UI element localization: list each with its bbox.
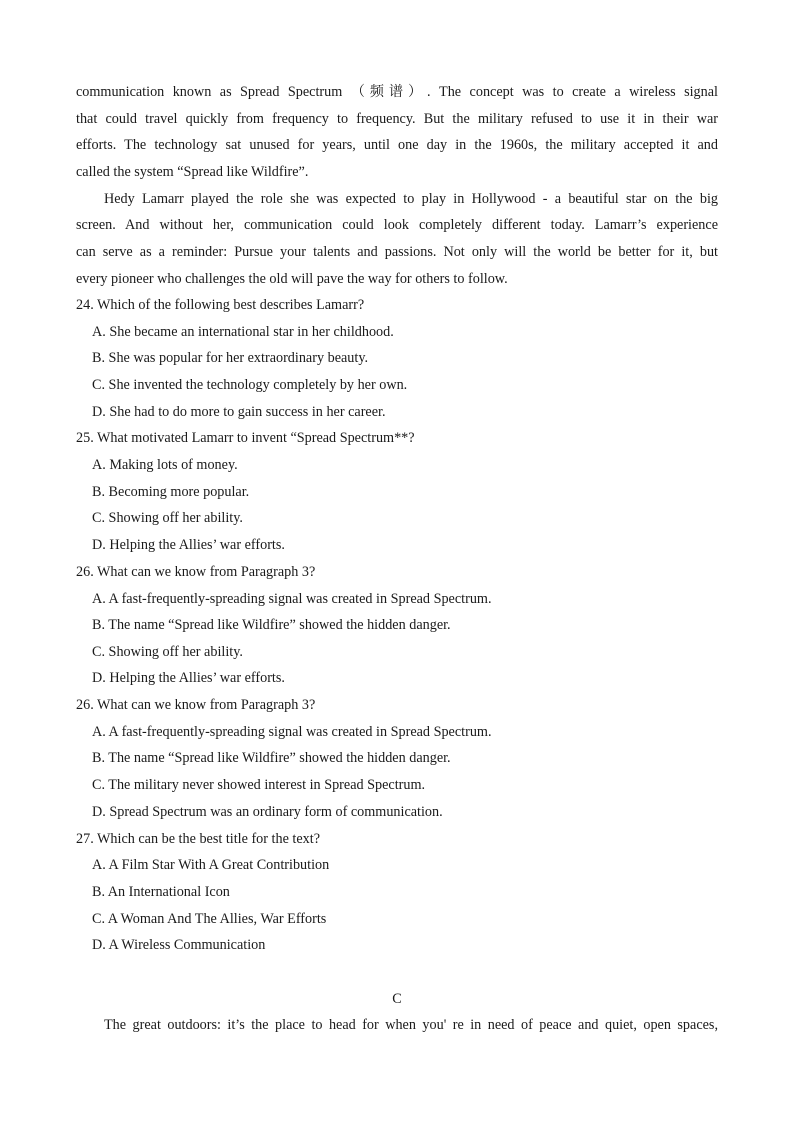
question-stem: 27. Which can be the best title for the text? bbox=[76, 831, 320, 847]
answer-option: C. She invented the technology completely by her own. bbox=[92, 377, 408, 393]
answer-option: A. A fast-frequently-spreading signal was created in Spread Spectrum. bbox=[92, 591, 492, 607]
passage-b-p2-line-1: communication known as Spread Spectrum （频谱）. The concept was to create a wireless signal bbox=[76, 84, 718, 100]
answer-option: C. Showing off her ability. bbox=[92, 510, 243, 526]
answer-option: B. The name “Spread like Wildfire” showed the hidden danger. bbox=[92, 617, 451, 633]
answer-option: B. The name “Spread like Wildfire” showed the hidden danger. bbox=[92, 750, 451, 766]
answer-option: C. The military never showed interest in Spread Spectrum. bbox=[92, 777, 426, 793]
passage-b-p3-line-3: can serve as a reminder: Pursue your talents and passions. Not only will the world be better for it, but bbox=[76, 244, 718, 260]
answer-option: D. She had to do more to gain success in her career. bbox=[92, 404, 386, 420]
answer-option: C. Showing off her ability. bbox=[92, 644, 243, 660]
passage-b-p3-line-2: screen. And without her, communication could look completely different today. Lamarr’s experience bbox=[76, 217, 718, 233]
question-stem: 24. Which of the following best describes Lamarr? bbox=[76, 297, 365, 313]
answer-option: D. Spread Spectrum was an ordinary form of communication. bbox=[92, 804, 443, 820]
answer-option: B. An International Icon bbox=[92, 884, 230, 900]
answer-option: D. A Wireless Communication bbox=[92, 937, 266, 953]
answer-option: D. Helping the Allies’ war efforts. bbox=[92, 670, 285, 686]
passage-c-heading: C bbox=[392, 991, 402, 1007]
question-stem: 26. What can we know from Paragraph 3? bbox=[76, 697, 316, 713]
passage-b-p2-line-2: that could travel quickly from frequency to frequency. But the military refused to use it in their war bbox=[76, 111, 718, 127]
answer-option: B. Becoming more popular. bbox=[92, 484, 250, 500]
answer-option: A. A Film Star With A Great Contribution bbox=[92, 857, 330, 873]
passage-c-line-1: The great outdoors: it’s the place to head for when you' re in need of peace and quiet, open spaces, bbox=[104, 1017, 718, 1033]
passage-b-p3-line-4: every pioneer who challenges the old will pave the way for others to follow. bbox=[76, 271, 508, 287]
answer-option: A. She became an international star in her childhood. bbox=[92, 324, 394, 340]
answer-option: B. She was popular for her extraordinary beauty. bbox=[92, 350, 369, 366]
question-stem: 25. What motivated Lamarr to invent “Spread Spectrum**? bbox=[76, 430, 415, 446]
answer-option: A. A fast-frequently-spreading signal was created in Spread Spectrum. bbox=[92, 724, 492, 740]
answer-option: D. Helping the Allies’ war efforts. bbox=[92, 537, 285, 553]
answer-option: A. Making lots of money. bbox=[92, 457, 238, 473]
question-stem: 26. What can we know from Paragraph 3? bbox=[76, 564, 316, 580]
answer-option: C. A Woman And The Allies, War Efforts bbox=[92, 911, 327, 927]
passage-b-p3-line-1: Hedy Lamarr played the role she was expected to play in Hollywood - a beautiful star on the big bbox=[104, 191, 718, 207]
passage-b-p2-line-4: called the system “Spread like Wildfire”. bbox=[76, 164, 309, 180]
passage-b-p2-line-3: efforts. The technology sat unused for years, until one day in the 1960s, the military accepted it and bbox=[76, 137, 718, 153]
